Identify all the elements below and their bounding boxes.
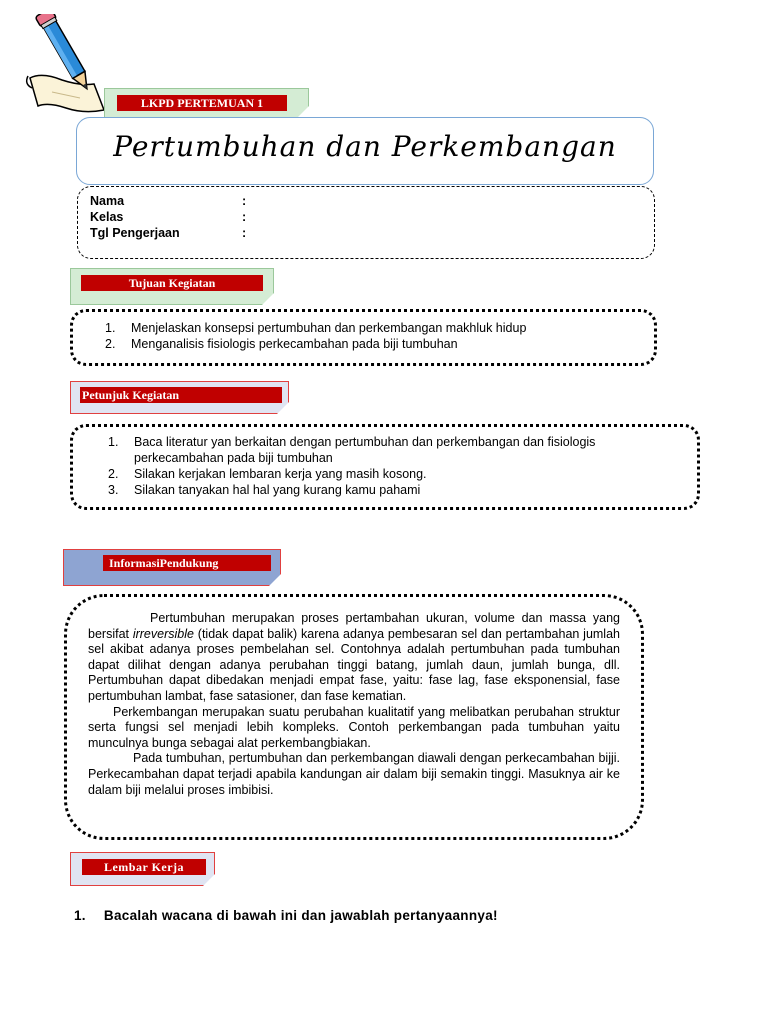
informasi-paragraph-3: Pada tumbuhan, pertumbuhan dan perkembangan diawali dengan perkecambahan bijji. Perkecambahan dapat terjadi apabila kandungan air dalam biji semakin tinggi. Masuknya air ke dalam biji melalui proses imbibisi. <box>88 751 620 797</box>
list-item: 3. Silakan tanyakan hal hal yang kurang kamu pahami <box>108 483 421 497</box>
identity-colon: : <box>242 210 247 224</box>
tujuan-heading: Tujuan Kegiatan <box>81 275 263 291</box>
list-item: 2. Silakan kerjakan lembaran kerja yang masih kosong. <box>108 467 427 481</box>
question-text: Bacalah wacana di bawah ini dan jawablah pertanyaannya! <box>103 908 498 923</box>
pencil-icon <box>22 14 114 122</box>
identity-row-tgl <box>90 226 247 241</box>
informasi-heading: InformasiPendukung <box>103 555 271 571</box>
informasi-text <box>88 611 620 798</box>
lkpd-badge-label: LKPD PERTEMUAN 1 <box>117 95 287 111</box>
identity-label: Nama <box>90 194 125 208</box>
lembar-heading: Lembar Kerja <box>82 859 206 875</box>
title-box <box>76 117 654 185</box>
petunjuk-heading: Petunjuk Kegiatan <box>80 387 282 403</box>
identity-row-kelas <box>90 210 247 225</box>
informasi-paragraph-2: Perkembangan merupakan suatu perubahan kualitatif yang melibatkan perubahan struktur serta fungsi sel menjadi lebih kompleks. Contoh perkembangan pada tumbuhan yaitu munculnya bunga sebagai alat perkembangbiakan. <box>88 704 620 750</box>
list-item: 1. Baca literatur yan berkaitan dengan pertumbuhan dan perkembangan dan fisiologis perkecambahan pada biji tumbuhan <box>108 435 596 465</box>
tujuan-heading-ribbon <box>70 268 274 305</box>
identity-colon: : <box>242 194 247 208</box>
informasi-paragraph-1: Pertumbuhan merupakan proses pertambahan ukuran, volume dan massa yang bersifat irreversible (tidak dapat balik) karena adanya pembesaran sel dan pertambahan jumlah sel akibat adanya proses pembelahan sel. Contohnya adalah pertumbuhan pada tumbuhan dapat dilihat dengan adanya perubahan tinggi batang, jumlah daun, jumlah bunga, dll. Pertumbuhan dapat dibedakan menjadi empat fase, yaitu: fase lag, fase eksponensial, fase pertumbuhan lambat, fase satasioner, dan fase kematian. <box>88 611 620 703</box>
tujuan-box <box>70 309 657 366</box>
identity-box <box>77 186 655 259</box>
informasi-heading-ribbon <box>63 549 281 586</box>
list-item: 2. Menganalisis fisiologis perkecambahan pada biji tumbuhan <box>105 337 458 351</box>
informasi-box <box>64 594 644 840</box>
identity-colon: : <box>242 226 247 240</box>
question-number: 1. <box>74 908 86 923</box>
petunjuk-box <box>70 424 700 510</box>
lembar-heading-ribbon <box>70 852 215 886</box>
page-title: Pertumbuhan dan Perkembangan <box>113 130 617 163</box>
identity-label: Tgl Pengerjaan <box>90 226 180 240</box>
list-item: 1. Menjelaskan konsepsi pertumbuhan dan perkembangan makhluk hidup <box>105 321 527 335</box>
worksheet-question <box>74 908 498 923</box>
identity-label: Kelas <box>90 210 124 224</box>
identity-row-nama <box>90 194 247 209</box>
petunjuk-heading-ribbon <box>70 381 289 414</box>
lkpd-badge <box>104 88 309 118</box>
